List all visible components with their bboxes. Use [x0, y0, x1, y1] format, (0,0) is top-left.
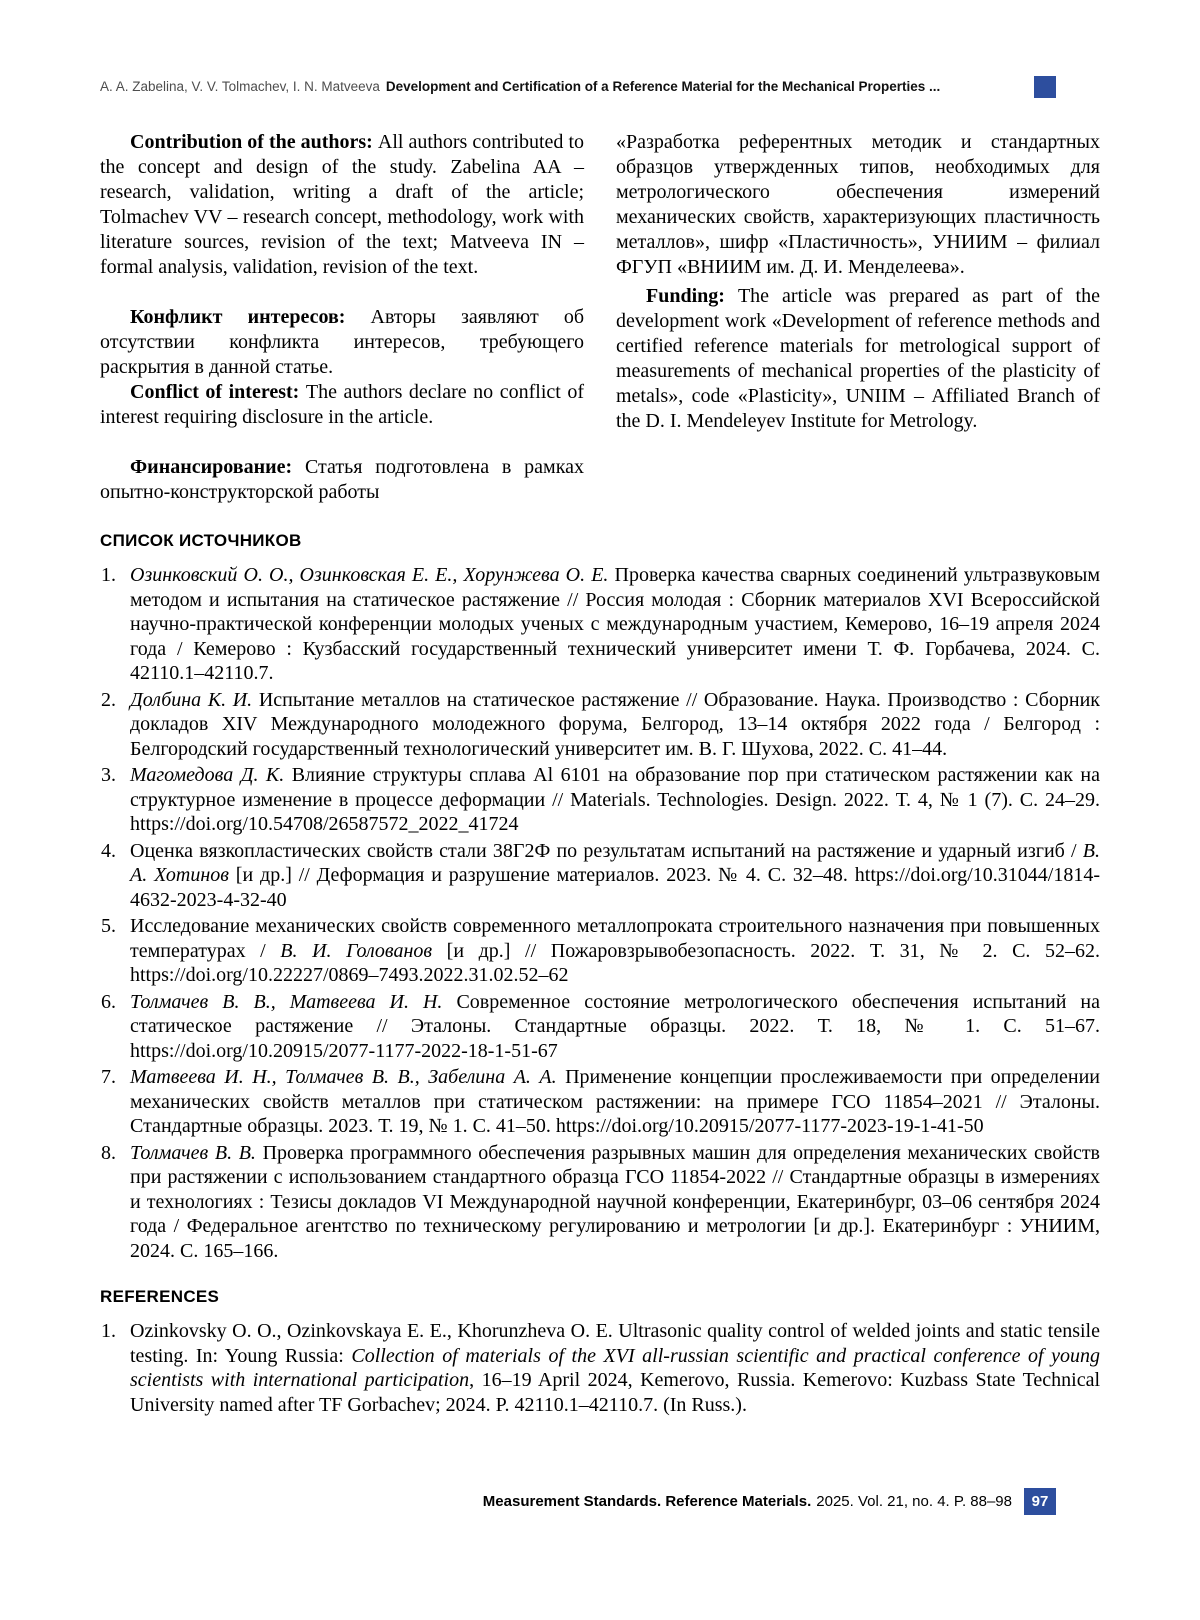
item-number: 1. [101, 1320, 116, 1342]
text-segment: Проверка программного обеспечения разрывных машин для определения механических свойств при растяжении с использованием стандартного образца ГСО 11854-2022 // Стандартные образцы в измерениях и технологиях : Тезисы докладов VI Международной научной конференции, Екатеринбург, 03–06 сентября 2024 года / Федеральное агентство по техническому регулированию и метрологии [и др.]. Екатеринбург : УНИИМ, 2024. С. 165–166. [130, 1141, 1101, 1262]
text-segment: Статья подготовлена в рамках опытно-конструкторской работы [100, 456, 584, 503]
references-heading: REFERENCES [100, 1287, 220, 1306]
contribution-paragraph [100, 130, 584, 280]
list-item [100, 1065, 1100, 1139]
text-segment: Долбина К. И. [130, 688, 259, 711]
text-segment: The authors declare no conflict of interest requiring disclosure in the article. [100, 381, 584, 428]
text-segment: Ozinkovsky O. O., Ozinkovskaya E. E., Khorunzheva O. E. Ultrasonic quality control of welded joints and static tensile testing. In: Young Russia: [130, 1320, 1100, 1367]
list-item [100, 688, 1100, 762]
text-segment: Испытание металлов на статическое растяжение // Образование. Наука. Производство : Сборник докладов XIV Международного молодежного форума, Белгород, 13–14 октября 2022 года / Белгород : Белгородский государственный технологический университет им. В. Г. Шухова, 2022. С. 41–44. [130, 688, 1100, 760]
text-segment: Funding: [646, 285, 738, 307]
list-item [100, 1319, 1100, 1417]
text-segment: Исследование механических свойств современного металлопроката строительного назначения при повышенных температурах / [130, 915, 1100, 962]
item-text [130, 564, 1100, 684]
text-segment: [и др.] // Деформация и разрушение материалов. 2023. № 4. С. 32–48. https://doi.org/10.31044/1814-4632-2023-4-32-40 [130, 864, 1100, 911]
text-segment: Проверка качества сварных соединений ультразвуковым методом и испытания на статическое растяжение // Россия молодая : Сборник материалов XVI Всероссийской научно-практической конференции молодых ученых с международным участием, Кемерово, 16–19 апреля 2024 года / Кемерово : Кузбасский государственный технический университет имени Т. Ф. Горбачева, 2024. С. 42110.1–42110.7. [130, 564, 1100, 684]
item-number: 7. [101, 1066, 116, 1088]
text-segment: Матвеева И. Н., Толмачев В. В., Забелина А. А. [130, 1066, 566, 1088]
references-list [100, 1319, 1100, 1417]
running-header-title: Development and Certification of a Reference Material for the Mechanical Properties ... [385, 79, 941, 94]
text-segment: The article was prepared as part of the development work «Development of reference methods and certified reference materials for metrological support of measurements of mechanical properties of the plasticity of metals», code «Plasticity», UNIIM – Affiliated Branch of the D. I. Mendeleyev Institute for Metrology. [616, 285, 1100, 432]
item-text [130, 689, 1100, 760]
list-item [100, 763, 1100, 837]
sources-list [100, 563, 1100, 1263]
running-header [100, 76, 1100, 98]
text-segment: Collection of materials of the XVI all-russian scientific and practical conference of young scientists with international participation [130, 1344, 1100, 1391]
list-item [100, 1141, 1100, 1264]
text-segment: Толмачев В. В. [130, 1141, 263, 1164]
header-accent-square [1034, 76, 1056, 98]
item-text [130, 1142, 1100, 1262]
text-segment: Contribution of the authors: [130, 131, 378, 153]
text-segment: Применение концепции прослеживаемости при определении механических свойств металлов при статическом растяжении: на примере ГСО 11854–2021 // Эталоны. Стандартные образцы. 2023. Т. 19, № 1. С. 41–50. https://doi.org/10.20915/2077-1177-2023-19-1-41-50 [130, 1066, 1100, 1137]
item-text [130, 1066, 1100, 1137]
text-segment: [и др.] // Пожаровзрывобезопасность. 2022. Т. 31, № 2. С. 52–62. https://doi.org/10.22227/0869–7493.2022.31.02.52–62 [130, 939, 1101, 986]
body-columns [100, 130, 1100, 505]
left-column [100, 130, 584, 505]
footer-journal-title: Measurement Standards. Reference Materials. [482, 1493, 812, 1510]
text-segment: Финансирование: [130, 456, 305, 478]
list-item [100, 990, 1100, 1064]
text-segment: Озинковский О. О., Озинковская Е. Е., Хорунжева О. Е. [130, 564, 615, 586]
text-segment: , 16–19 April 2024, Kemerovo, Russia. Kemerovo: Kuzbass State Technical University named after TF Gorbachev; 2024. P. 42110.1–42110.7. (In Russ.). [130, 1369, 1101, 1416]
list-item [100, 914, 1100, 988]
item-number: 5. [101, 915, 116, 937]
item-text [130, 764, 1100, 835]
item-number: 4. [101, 839, 116, 862]
list-item [100, 839, 1100, 913]
text-segment: Оценка вязкопластических свойств стали 38Г2Ф по результатам испытаний на растяжение и ударный изгиб / [130, 839, 1083, 862]
text-segment: «Разработка референтных методик и стандартных образцов утвержденных типов, необходимых для метрологического обеспечения измерений механических свойств, характеризующих пластичность металлов», шифр «Пластичность», УНИИМ – филиал ФГУП «ВНИИМ им. Д. И. Менделеева». [616, 131, 1100, 278]
text-segment: Магомедова Д. К. [130, 764, 292, 786]
running-header-authors: A. A. Zabelina, V. V. Tolmachev, I. N. Matveeva [100, 79, 380, 94]
item-text [130, 1320, 1100, 1416]
item-text [130, 915, 1100, 986]
right-column [616, 130, 1100, 505]
text-segment: Авторы заявляют об отсутствии конфликта интересов, требующего раскрытия в данной статье. [100, 306, 584, 378]
text-segment: Конфликт интересов: [130, 306, 371, 328]
conflict-ru-paragraph [100, 305, 584, 380]
funding-ru-continued-paragraph [616, 130, 1100, 280]
text-segment: All authors contributed to the concept and design of the study. Zabelina AA – research, validation, writing a draft of the article; Tolmachev VV – research concept, methodology, work with literature sources, revision of the text; Matveeva IN – formal analysis, validation, revision of the text. [100, 131, 585, 278]
page-footer [100, 1488, 1100, 1515]
text-segment: Conflict of interest: [130, 381, 306, 403]
item-text [130, 840, 1100, 911]
item-number: 8. [101, 1141, 116, 1164]
conflict-en-paragraph [100, 380, 584, 430]
text-segment: В. И. Голованов [280, 939, 433, 962]
item-number: 3. [101, 764, 116, 786]
funding-en-paragraph [616, 284, 1100, 434]
sources-heading: СПИСОК ИСТОЧНИКОВ [100, 531, 302, 550]
text-segment: Влияние структуры сплава Al 6101 на образование пор при статическом растяжении как на структурное изменение в процессе деформации // Materials. Technologies. Design. 2022. Т. 4, № 1 (7). С. 24–29. https://doi.org/10.54708/26587572_2022_41724 [130, 764, 1100, 835]
text-segment: Современное состояние метрологического обеспечения испытаний на статическое растяжение // Эталоны. Стандартные образцы. 2022. Т. 18, № 1. С. 51–67. https://doi.org/10.20915/2077-1177-2022-18-1-51-67 [130, 990, 1101, 1062]
page-number-badge: 97 [1024, 1488, 1056, 1515]
list-item [100, 563, 1100, 686]
item-number: 2. [101, 688, 116, 711]
item-text [130, 991, 1100, 1062]
item-number: 1. [101, 564, 116, 586]
text-segment: В. А. Хотинов [130, 839, 1100, 886]
item-number: 6. [101, 990, 116, 1013]
funding-ru-paragraph [100, 455, 584, 505]
text-segment: Толмачев В. В., Матвеева И. Н. [130, 990, 457, 1013]
footer-issue-info: 2025. Vol. 21, no. 4. P. 88–98 [816, 1493, 1012, 1510]
